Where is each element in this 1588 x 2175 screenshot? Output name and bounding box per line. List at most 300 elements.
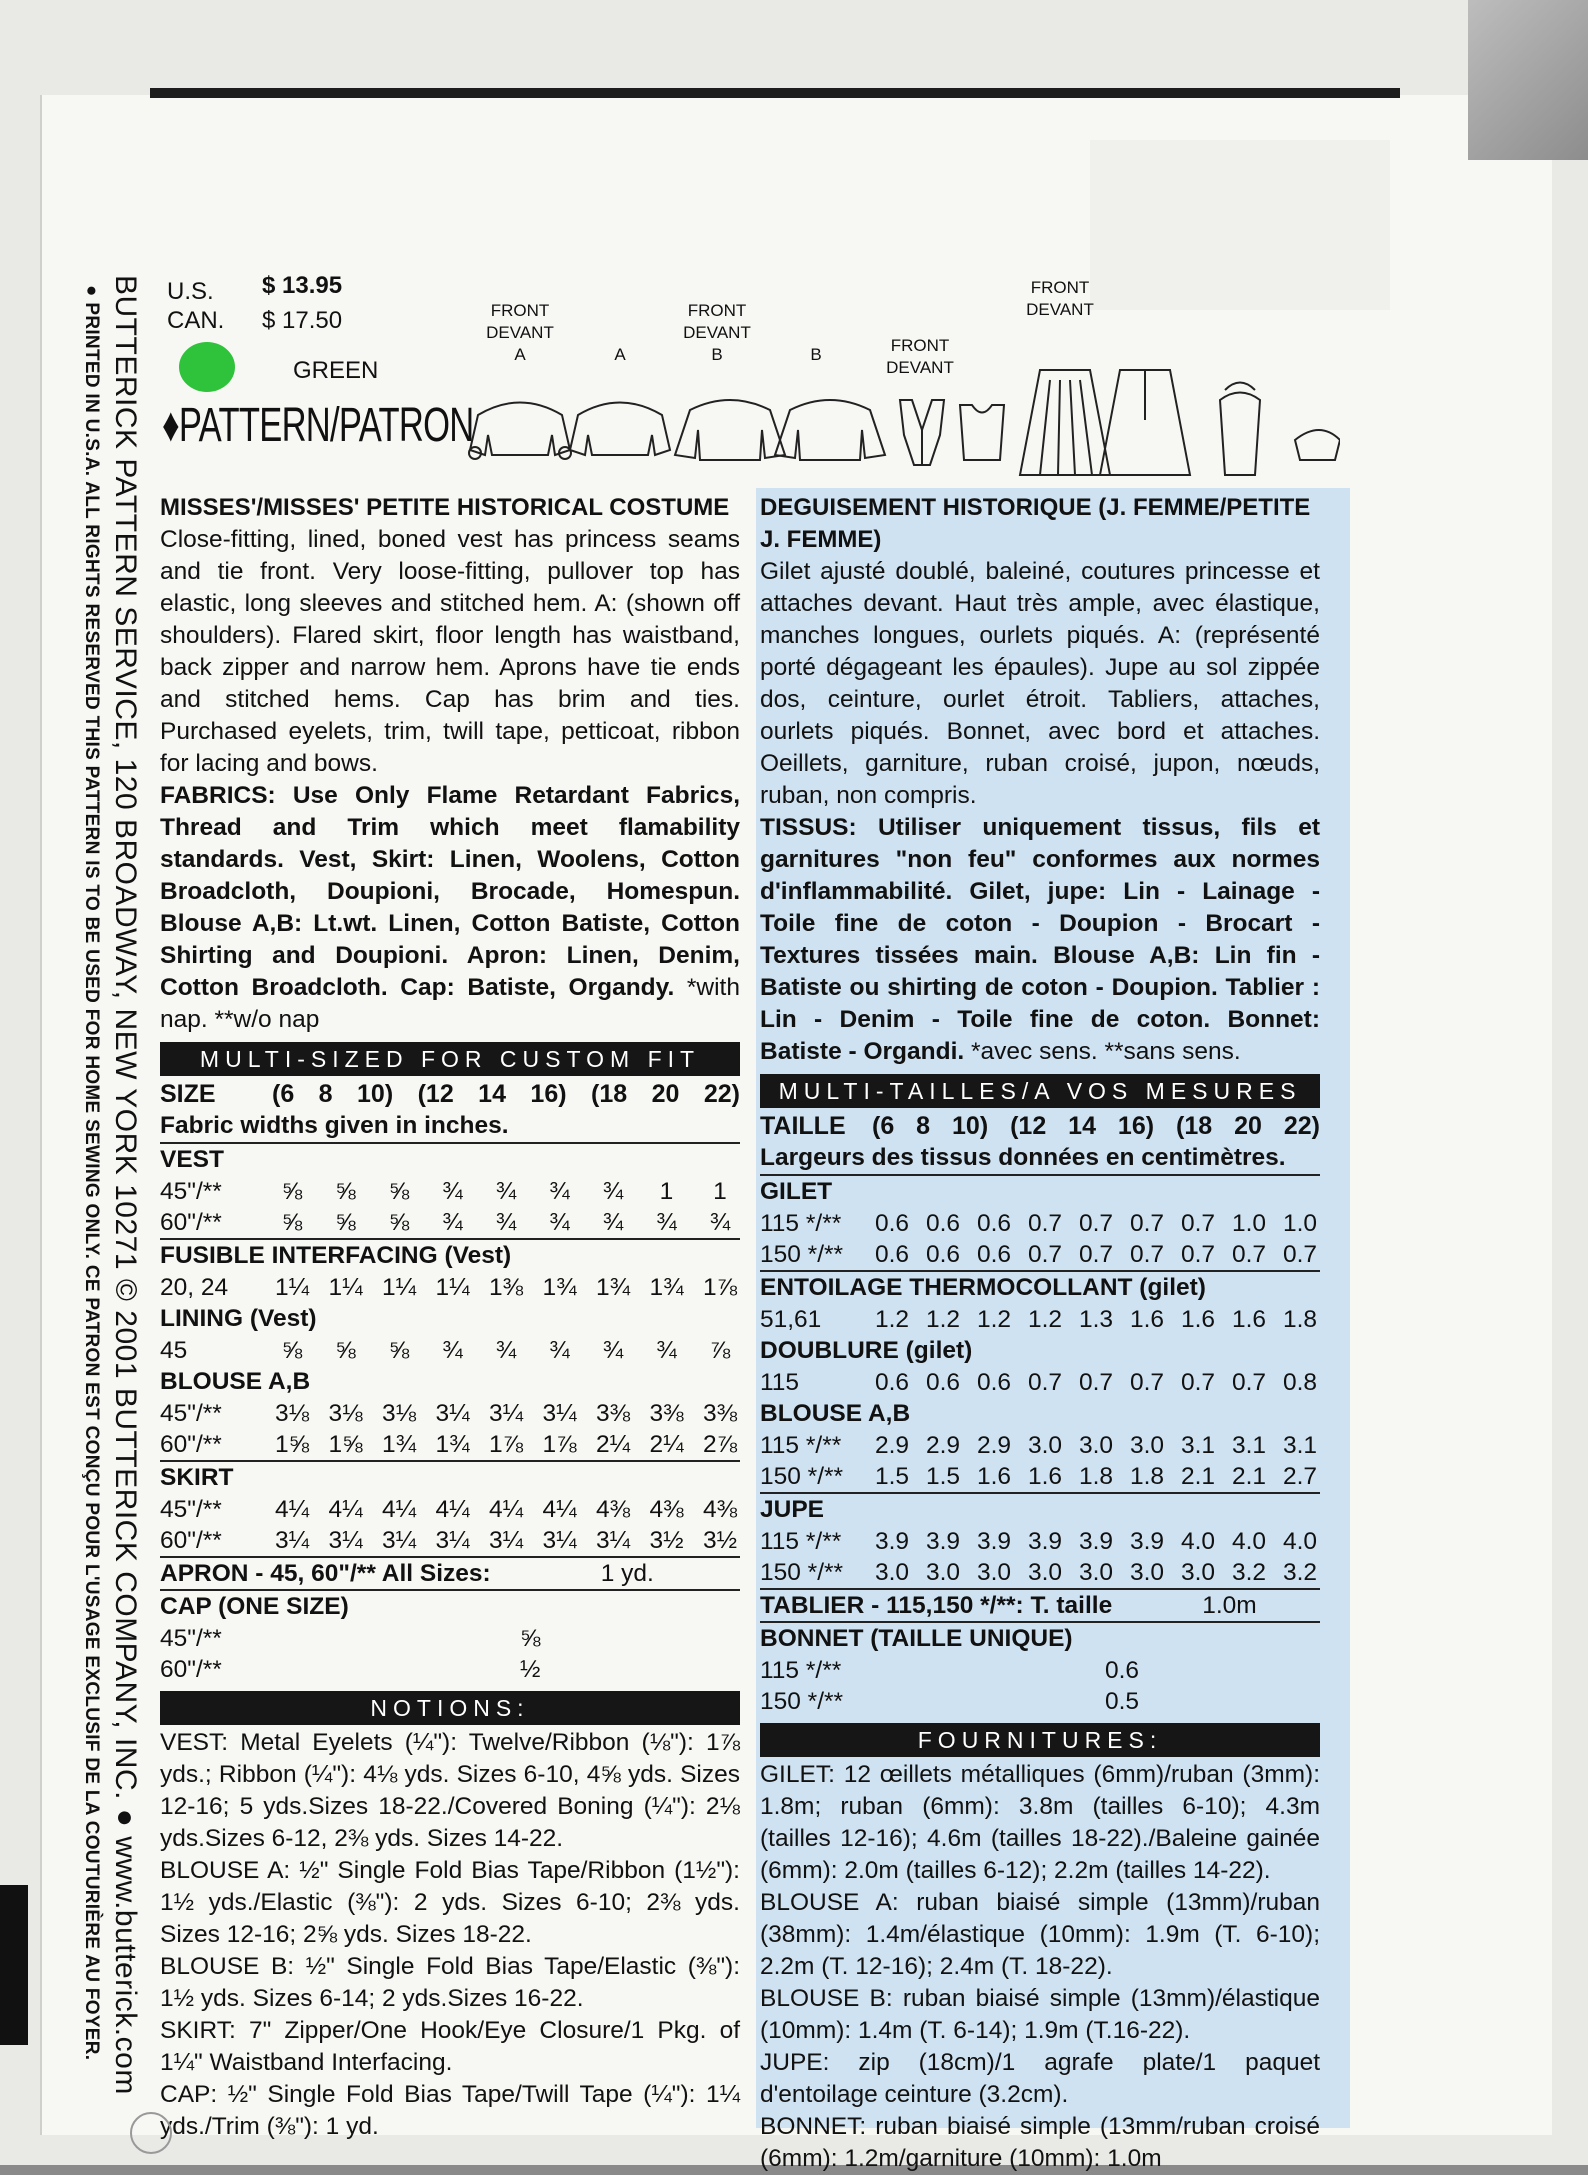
fabric-width: 45"/** [160, 1496, 222, 1523]
yardage-value: ¾ [549, 1209, 570, 1236]
yardage-value: 4¼ [328, 1496, 363, 1523]
yardage-value: 3.9 [1078, 1528, 1114, 1555]
en-title: MISSES'/MISSES' PETITE HISTORICAL COSTUME [160, 494, 730, 521]
us-price: $ 13.95 [262, 272, 343, 299]
notion-label: VEST: [160, 1729, 229, 1756]
yardage-value: 0.6 [874, 1369, 910, 1396]
yardage-value: 0.7 [1180, 1210, 1216, 1237]
yardage-cells [272, 1335, 740, 1367]
yardage-value: ⅝ [388, 1178, 410, 1205]
size: 8 [916, 1112, 931, 1140]
yardage-value: 3.2 [1282, 1559, 1318, 1586]
yardage-value: 3¼ [488, 1400, 524, 1427]
yardage-value: 1.2 [1027, 1306, 1063, 1333]
yardage-value: 3.9 [1129, 1528, 1165, 1555]
yardage-value: 0.6 [925, 1210, 961, 1237]
blouse-b-front-sketch [675, 400, 785, 460]
fabric-width: 115 */** [760, 1432, 842, 1459]
yardage-cells [872, 1461, 1320, 1493]
notion-entry [760, 2111, 1320, 2175]
yardage-value: ¾ [602, 1337, 624, 1364]
yardage-value: 3.0 [1129, 1559, 1165, 1586]
yardage-value: 1⅝ [328, 1431, 363, 1458]
apron-sketch [1220, 383, 1260, 476]
yardage-value: 1¼ [435, 1274, 470, 1301]
yardage-value: 3.0 [976, 1559, 1012, 1586]
yardage-row [160, 1525, 740, 1558]
notion-text: ruban biaisé simple (13mm/ruban croisé (6mm): 1.2m/garniture (10mm): 1.0m [760, 2113, 1320, 2172]
yardage-value: 0.7 [1180, 1369, 1216, 1396]
yardage-value: 3.9 [925, 1528, 961, 1555]
yardage-value: 2.1 [1180, 1463, 1216, 1490]
yardage-value: 3.9 [874, 1528, 910, 1555]
section-heading: BLOUSE A,B [760, 1400, 911, 1427]
yardage-value: 3¼ [274, 1527, 310, 1554]
yardage-row [760, 1526, 1320, 1557]
figure-label-3 [677, 300, 757, 366]
yardage-value: 4.0 [1180, 1528, 1216, 1555]
yardage-value: ¾ [442, 1209, 463, 1236]
yardage-value: 0.7 [1282, 1241, 1318, 1268]
fr-cap-heading: BONNET (TAILLE UNIQUE) [760, 1625, 1073, 1652]
yardage-value: 4¼ [381, 1496, 417, 1523]
fr-size-row [760, 1110, 1320, 1142]
vertical-legal: ● PRINTED IN U.S.A. ALL RIGHTS RESERVED THIS PATTERN IS TO BE USED FOR HOME SEWING ONLY. CE PATRON EST CONÇU POUR L'USAGE EXCLUSIF DE LA COUTURIÈRE AU FOYER. [81, 285, 102, 2061]
fabric-width: 115 */** [760, 1210, 842, 1237]
cap-value: ½ [520, 1656, 541, 1683]
faded-area [1090, 140, 1390, 310]
yardage-value: 0.7 [1027, 1241, 1063, 1268]
size: 22) [703, 1080, 740, 1108]
en-cap-row [160, 1654, 740, 1685]
yardage-value: 0.6 [874, 1210, 910, 1237]
yardage-value: ¾ [602, 1209, 624, 1236]
can-price: $ 17.50 [262, 307, 343, 334]
yardage-value: 1¾ [542, 1274, 577, 1301]
size: 22) [1283, 1112, 1320, 1140]
yardage-value: 2.9 [874, 1432, 910, 1459]
section-heading: ENTOILAGE THERMOCOLLANT (gilet) [760, 1274, 1206, 1301]
yardage-value: 0.7 [1129, 1369, 1165, 1396]
yardage-value: 2.9 [925, 1432, 961, 1459]
blouse-a-front-sketch [469, 403, 571, 460]
yardage-value: 4¼ [274, 1496, 310, 1523]
yardage-value: 3¼ [381, 1527, 417, 1554]
cap-width: 150 */** [760, 1688, 844, 1715]
yardage-value: ¾ [709, 1209, 731, 1236]
size-cells [272, 1078, 740, 1110]
yardage-value: 3.1 [1231, 1432, 1267, 1459]
section-heading: BLOUSE A,B [160, 1368, 311, 1395]
yardage-value: ⅝ [281, 1209, 303, 1236]
yardage-value: 1⅞ [542, 1431, 577, 1458]
size-label: SIZE [160, 1080, 216, 1108]
yardage-value: 1¾ [649, 1274, 684, 1301]
section-heading: DOUBLURE (gilet) [760, 1337, 973, 1364]
size-label: TAILLE [760, 1112, 846, 1140]
yardage-value: 4¼ [542, 1496, 577, 1523]
yardage-value: 1.3 [1078, 1306, 1114, 1333]
yardage-row [760, 1304, 1320, 1335]
notion-label: BLOUSE A: [160, 1857, 291, 1884]
fr-apron-row [760, 1590, 1320, 1623]
yardage-value: 1¼ [328, 1274, 363, 1301]
skirt-front-sketch [1020, 370, 1110, 475]
yardage-value: ⅝ [281, 1337, 303, 1364]
yardage-value: 1.2 [925, 1306, 961, 1333]
yardage-value: 0.7 [1078, 1369, 1114, 1396]
punch-hole [130, 2112, 172, 2154]
fabric-width: 45"/** [160, 1178, 222, 1205]
brand-text: PATTERN/PATRON [178, 399, 474, 452]
en-cap-row [160, 1623, 740, 1654]
yardage-value: 0.7 [1078, 1210, 1114, 1237]
yardage-value: 3⅜ [595, 1400, 631, 1427]
yardage-value: ⅝ [335, 1337, 356, 1364]
yardage-value: 1¾ [595, 1274, 631, 1301]
fabric-width: 51,61 [760, 1306, 822, 1333]
en-fabrics-text: FABRICS: Use Only Flame Retardant Fabrics, Thread and Trim which meet flamability standards. Vest, Skirt: Linen, Woolens, Cotton Broadcloth, Doupioni, Brocade, Homespun. Blouse A,B: Lt.wt. Linen, Cotton Batiste, Cotton Shirting and Doupioni. Apron: Linen, Denim, Cotton Broadcloth. Cap: Batiste, Organdy. [160, 782, 740, 1001]
yardage-value: 1.0 [1282, 1210, 1318, 1237]
yardage-row [760, 1367, 1320, 1398]
notion-text: ½" Single Fold Bias Tape/Ribbon (1½"): 1½ yds./Elastic (⅜"): 2 yds. Sizes 6-10; 2⅜ yds. Sizes 12-16; 2⅝ yds. Sizes 18-22. [160, 1857, 740, 1948]
fabric-width: 20, 24 [160, 1274, 229, 1301]
fabric-width: 150 */** [760, 1559, 844, 1586]
yardage-value: 1.8 [1282, 1306, 1318, 1333]
can-label: CAN. [167, 307, 225, 334]
yardage-value: 4.0 [1231, 1528, 1267, 1555]
yardage-value: 1.0 [1231, 1210, 1267, 1237]
fr-multisize-bar: MULTI-TAILLES/A VOS MESURES [760, 1074, 1320, 1108]
fabric-width: 45 [160, 1337, 188, 1364]
fr-nap: *avec sens. **sans sens. [964, 1038, 1241, 1065]
size: 14 [478, 1080, 506, 1108]
yardage-cells [272, 1398, 740, 1430]
notion-entry [760, 2047, 1320, 2111]
yardage-value: 3.1 [1180, 1432, 1216, 1459]
yardage-value: 3.0 [1027, 1559, 1063, 1586]
yardage-value: ⅝ [335, 1209, 356, 1236]
notion-entry [760, 1759, 1320, 1887]
en-apron-row [160, 1558, 740, 1591]
section-heading: FUSIBLE INTERFACING (Vest) [160, 1242, 512, 1269]
notion-label: BLOUSE A: [760, 1889, 899, 1916]
yardage-row [160, 1429, 740, 1462]
yardage-cells [272, 1494, 740, 1526]
yardage-value: 0.6 [925, 1241, 961, 1268]
size: (6 [872, 1112, 895, 1140]
yardage-value: 0.7 [1129, 1241, 1165, 1268]
yardage-cells [872, 1208, 1320, 1240]
yardage-cells [272, 1525, 740, 1557]
cap-value: 0.6 [1105, 1657, 1140, 1684]
yardage-value: 0.7 [1180, 1241, 1216, 1268]
yardage-cells [872, 1526, 1320, 1558]
yardage-value: ¾ [495, 1209, 517, 1236]
yardage-value: 3¼ [488, 1527, 524, 1554]
yardage-value: 1 [713, 1178, 727, 1205]
yardage-value: 1.6 [1180, 1306, 1216, 1333]
figure-label-text: FRONT DEVANT A [486, 301, 554, 364]
notion-text: ruban biaisé simple (13mm)/ruban (38mm): 1.4m/élastique (10mm): 1.9m (T. 6-10); 2.2m (T. 12-16); 2.4m (T. 18-22). [760, 1889, 1320, 1980]
vest-back-sketch [960, 405, 1004, 460]
yardage-row [160, 1176, 740, 1207]
yardage-value: 4¼ [488, 1496, 524, 1523]
cap-width: 60"/** [160, 1656, 222, 1683]
yardage-value: 1.2 [976, 1306, 1012, 1333]
french-column [760, 492, 1320, 2175]
yardage-value: 0.6 [874, 1241, 910, 1268]
yardage-value: 1¼ [274, 1274, 310, 1301]
figure-label-text: FRONT DEVANT [1026, 278, 1094, 319]
size: 8 [318, 1080, 333, 1108]
fabric-width: 45"/** [160, 1400, 222, 1427]
vertical-address: BUTTERICK PATTERN SERVICE, 120 BROADWAY, NEW YORK 10271 © 2001 BUTTERICK COMPANY, INC. ● www.butterick.com [109, 275, 142, 2095]
notion-label: BLOUSE B: [160, 1953, 295, 1980]
yardage-row [160, 1272, 740, 1303]
notion-label: SKIRT: [160, 2017, 236, 2044]
en-description: Close-fitting, lined, boned vest has princess seams and tie front. Very loose-fitting, pullover top has elastic, long sleeves and stitched hem. A: (shown off shoulders). Flared skirt, floor length has waistband, back zipper and narrow hem. Aprons have tie ends and stitched hems. Cap has brim and ties. Purchased eyelets, trim, twill tape, petticoat, ribbon for lacing and bows. [160, 526, 740, 777]
fr-cap-row [760, 1655, 1320, 1686]
en-yardage-table [160, 1144, 740, 1558]
figure-label-text: FRONT DEVANT B [683, 301, 751, 364]
yardage-value: ⅝ [335, 1178, 356, 1205]
fr-description: Gilet ajusté doublé, baleiné, coutures princesse et attaches devant. Haut très ample, avec élastique, manches longues, ourlets piqués. A: (représenté porté dégageant les épaules). Jupe au sol zippée dos, ceinture, ourlet étroit. Tabliers, attaches, ourlets piqués. Bonnet, avec bord et attaches. Oeillets, garniture, ruban croisé, jupon, nœuds, ruban, non compris. [760, 558, 1320, 809]
fr-fabrics [760, 812, 1320, 1068]
yardage-value: ¾ [495, 1337, 517, 1364]
blouse-a-back-sketch [570, 403, 670, 456]
yardage-value: 1¾ [381, 1431, 417, 1458]
yardage-cells [872, 1557, 1320, 1589]
skirt-back-sketch [1100, 370, 1190, 475]
yardage-value: 0.7 [1027, 1369, 1063, 1396]
yardage-value: 3¼ [435, 1400, 470, 1427]
yardage-value: ¾ [656, 1337, 677, 1364]
figure-label-6 [1020, 277, 1100, 321]
yardage-row [760, 1461, 1320, 1494]
figure-label-text: B [810, 345, 822, 364]
size: 10) [952, 1112, 989, 1140]
section-heading: LINING (Vest) [160, 1305, 317, 1332]
yardage-value: 1¼ [381, 1274, 417, 1301]
notion-text: 7" Zipper/One Hook/Eye Closure/1 Pkg. of 1¼" Waistband Interfacing. [160, 2017, 740, 2076]
yardage-cells [872, 1304, 1320, 1336]
yardage-value: 1⅞ [702, 1274, 738, 1301]
en-widths-note: Fabric widths given in inches. [160, 1110, 740, 1144]
en-multisize-bar: MULTI-SIZED FOR CUSTOM FIT [160, 1042, 740, 1076]
yardage-cells [272, 1272, 740, 1304]
size: 16) [1117, 1112, 1155, 1140]
yardage-value: ¾ [656, 1209, 677, 1236]
section-heading: VEST [160, 1146, 224, 1173]
yardage-row [760, 1239, 1320, 1272]
yardage-row [160, 1207, 740, 1240]
yardage-value: 1.8 [1078, 1463, 1114, 1490]
yardage-value: ¾ [442, 1178, 463, 1205]
notion-label: CAP: [160, 2081, 218, 2108]
fr-notions-bar: FOURNITURES: [760, 1723, 1320, 1757]
yardage-value: 3.0 [1078, 1559, 1114, 1586]
yardage-value: 2.7 [1282, 1463, 1318, 1490]
en-nap: *with nap. **w/o nap [160, 974, 740, 1033]
yardage-value: ¾ [442, 1337, 463, 1364]
yardage-value: 3.0 [1027, 1432, 1063, 1459]
notion-label: GILET: [760, 1761, 835, 1788]
size: (6 [272, 1080, 295, 1108]
yardage-value: 0.6 [976, 1210, 1012, 1237]
notion-entry [160, 1727, 740, 1855]
yardage-value: 0.7 [1027, 1210, 1063, 1237]
en-notions [160, 1727, 740, 2143]
notion-text: ½" Single Fold Bias Tape/Elastic (⅜"): 1½ yds. Sizes 6-14; 2 yds.Sizes 16-22. [160, 1953, 741, 2012]
figure-label-text: FRONT DEVANT [886, 336, 954, 377]
notion-text: zip (18cm)/1 agrafe plate/1 paquet d'entoilage ceinture (3.2cm). [760, 2049, 1321, 2108]
color-label: GREEN [293, 357, 379, 384]
size: 16) [530, 1080, 567, 1108]
yardage-value: 1⅜ [488, 1274, 524, 1301]
yardage-value: 1.5 [925, 1463, 961, 1490]
notion-entry [160, 2079, 740, 2143]
yardage-value: 2¼ [649, 1431, 684, 1458]
figure-label-text: A [614, 345, 626, 364]
notion-entry [160, 2015, 740, 2079]
fr-fabrics-text: TISSUS: Utiliser uniquement tissus, fils et garnitures "non feu" conformes aux normes d'inflammabilité. Gilet, jupe: Lin - Lainage - Toile fine de coton - Doupion - Brocart - Textures tissées main. Blouse A,B: Lin fin - Batiste ou shirting de coton - Doupion. Tablier : Lin - Denim - Toile fine de coton. Bonnet: Batiste - Organdi. [760, 814, 1320, 1065]
notion-text: Metal Eyelets (¼"): Twelve/Ribbon (⅛"): 1⅞ yds.; Ribbon (¼"): 4⅛ yds. Sizes 6-10, 4⅝ yds. Sizes 12-16; 5 yds.Sizes 18-22./Covered Boning (¼"): 2⅛ yds.Sizes 6-12, 2⅜ yds. Sizes 14-22. [160, 1729, 740, 1852]
yardage-value: 1.8 [1129, 1463, 1165, 1490]
yardage-value: 3.9 [1027, 1528, 1063, 1555]
edge-block [0, 1885, 28, 2045]
notion-label: BONNET: [760, 2113, 867, 2140]
figure-label-1 [480, 300, 560, 366]
cap-sketch [1295, 430, 1340, 460]
yardage-cells [272, 1207, 740, 1239]
en-cap-heading: CAP (ONE SIZE) [160, 1593, 349, 1620]
fr-title: DEGUISEMENT HISTORIQUE (J. FEMME/PETITE J. FEMME) [760, 494, 1311, 553]
yardage-value: 0.7 [1231, 1241, 1267, 1268]
apron-value: 1 yd. [600, 1560, 654, 1587]
fabric-width: 115 */** [760, 1528, 842, 1555]
notion-text: 12 œillets métalliques (6mm)/ruban (3mm): 1.8m; ruban (6mm): 3.8m (tailles 6-10); 4.3m (tailles 12-16); 4.6m (tailles 18-22)./Baleine gainée (6mm): 2.0m (tailles 6-12); 2.2m (tailles 14-22). [760, 1761, 1321, 1884]
us-label: U.S. [167, 278, 214, 305]
fabric-width: 150 */** [760, 1463, 844, 1490]
apron-label: APRON - 45, 60"/** All Sizes: [160, 1560, 491, 1587]
brand-logo [162, 398, 473, 453]
apron-value: 1.0m [1202, 1592, 1257, 1619]
yardage-value: 1.6 [976, 1463, 1012, 1490]
yardage-value: 3¼ [328, 1527, 363, 1554]
top-band [150, 88, 1400, 98]
yardage-value: 1.6 [1129, 1306, 1165, 1333]
yardage-row [160, 1494, 740, 1525]
cap-value: ⅝ [520, 1625, 541, 1652]
fr-cap-row [760, 1686, 1320, 1717]
yardage-value: 3.9 [976, 1528, 1012, 1555]
notion-label: JUPE: [760, 2049, 830, 2076]
cap-width: 45"/** [160, 1625, 222, 1652]
english-column [160, 492, 740, 2143]
yardage-value: 3⅜ [649, 1400, 684, 1427]
yardage-value: 2.9 [976, 1432, 1012, 1459]
yardage-value: 3.0 [874, 1559, 910, 1586]
yardage-value: 3.0 [1129, 1432, 1165, 1459]
yardage-cells [872, 1239, 1320, 1271]
yardage-value: 3.0 [925, 1559, 961, 1586]
yardage-value: ¾ [495, 1178, 517, 1205]
yardage-value: 0.7 [1129, 1210, 1165, 1237]
notion-entry [160, 1951, 740, 2015]
yardage-value: 1.6 [1027, 1463, 1063, 1490]
size: (12 [1010, 1112, 1047, 1140]
envelope-corner [1468, 0, 1588, 160]
yardage-row [160, 1398, 740, 1429]
en-notions-bar: NOTIONS: [160, 1691, 740, 1725]
yardage-value: 3½ [702, 1527, 738, 1554]
en-size-row [160, 1078, 740, 1110]
blouse-b-back-sketch [775, 400, 885, 460]
yardage-value: 0.7 [1231, 1369, 1267, 1396]
fr-notions [760, 1759, 1320, 2175]
yardage-value: 3⅛ [381, 1400, 417, 1427]
yardage-value: 4¼ [435, 1496, 470, 1523]
yardage-value: 2.1 [1231, 1463, 1267, 1490]
yardage-value: 3½ [649, 1527, 684, 1554]
yardage-value: 3.1 [1282, 1432, 1318, 1459]
yardage-value: 1¾ [435, 1431, 470, 1458]
en-fabrics [160, 780, 740, 1036]
yardage-cells [872, 1367, 1320, 1399]
notion-entry [760, 1887, 1320, 1983]
yardage-value: ¾ [602, 1178, 624, 1205]
section-heading: JUPE [760, 1496, 825, 1523]
yardage-value: 4⅜ [649, 1496, 684, 1523]
diamond-icon: ♦ [162, 399, 179, 452]
notion-entry [160, 1855, 740, 1951]
size: 20 [651, 1080, 680, 1108]
fabric-width: 150 */** [760, 1241, 844, 1268]
yardage-value: 4⅜ [595, 1496, 631, 1523]
yardage-value: 3.2 [1231, 1559, 1267, 1586]
size: 14 [1068, 1112, 1096, 1140]
notion-entry [760, 1983, 1320, 2047]
fabric-width: 60"/** [160, 1209, 222, 1236]
yardage-value: 0.6 [976, 1369, 1012, 1396]
yardage-value: 3⅜ [702, 1400, 738, 1427]
yardage-value: 3.0 [1078, 1432, 1114, 1459]
yardage-value: 3⅛ [274, 1400, 310, 1427]
yardage-value: 3¼ [435, 1527, 470, 1554]
yardage-value: ⅝ [388, 1337, 410, 1364]
yardage-value: ¾ [549, 1337, 570, 1364]
fr-yardage-table [760, 1176, 1320, 1590]
apron-label: TABLIER - 115,150 */**: T. taille [760, 1592, 1113, 1619]
garment-sketches [460, 360, 1340, 480]
yardage-value: ¾ [549, 1178, 570, 1205]
size: 10) [357, 1080, 394, 1108]
yardage-value: 3.0 [1180, 1559, 1216, 1586]
yardage-value: 1.2 [874, 1306, 910, 1333]
size: (12 [417, 1080, 454, 1108]
yardage-value: 2¼ [595, 1431, 631, 1458]
notion-label: BLOUSE B: [760, 1985, 893, 2012]
yardage-value: ⅝ [281, 1178, 303, 1205]
size: (18 [591, 1080, 628, 1108]
vest-front-sketch [900, 400, 944, 465]
yardage-value: ⅝ [388, 1209, 410, 1236]
yardage-value: ⅞ [709, 1337, 731, 1364]
section-heading: GILET [760, 1178, 833, 1205]
yardage-value: 0.7 [1078, 1241, 1114, 1268]
cap-value: 0.5 [1105, 1688, 1140, 1715]
